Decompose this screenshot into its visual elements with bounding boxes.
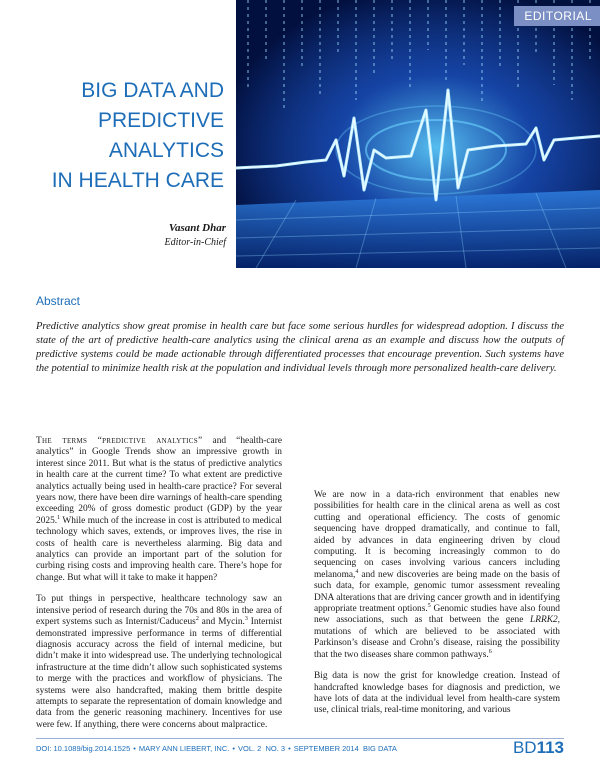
lead-in: The terms “predictive analytics” — [36, 436, 203, 446]
paragraph — [314, 490, 560, 661]
reference-marker[interactable]: 2 — [195, 615, 199, 622]
issue-date: SEPTEMBER 2014 — [293, 744, 359, 753]
volume: VOL. 2 — [237, 744, 262, 753]
paragraph — [36, 436, 282, 584]
doi-link[interactable]: DOI: 10.1089/big.2014.1525 — [36, 744, 131, 753]
bullet-separator: • — [232, 744, 235, 753]
author-block — [100, 222, 226, 248]
paragraph — [36, 594, 282, 731]
abstract-heading: Abstract — [36, 294, 81, 308]
paragraph-text: and Mycin. — [198, 617, 245, 628]
hero-image — [236, 0, 600, 268]
abstract-text: Predictive analytics show great promise in health care but face some serious hurdles for widespread adoption. I discuss the state of the art of predictive health-care analytics using the clinical arena as an example and discuss how the outputs of predictive systems could be made actionable through differentiated processes that encourage prevention. Such systems have the potential to minimize health risk at the population and individual levels through more personalized health-care delivery. — [36, 321, 564, 374]
publisher: MARY ANN LIEBERT, INC. — [138, 744, 230, 753]
reference-marker[interactable]: 6 — [488, 648, 492, 655]
bullet-separator: • — [288, 744, 291, 753]
editorial-badge: EDITORIAL — [514, 6, 600, 26]
title-line: PREDICTIVE — [97, 109, 224, 132]
title-line: ANALYTICS — [108, 139, 224, 162]
page-number — [513, 738, 564, 758]
reference-marker[interactable]: 5 — [427, 602, 431, 609]
body-column-right — [314, 444, 560, 727]
page-prefix: BD — [512, 738, 537, 757]
author-role: Editor-in-Chief — [164, 237, 226, 248]
reference-marker[interactable]: 1 — [57, 514, 61, 521]
title-line: BIG DATA AND — [81, 79, 224, 102]
paragraph-text: and “health-care analytics” in Google Trends show an impressive growth in interest since 2011. But what is the status of predictive analytics in health care at the current time? To what extent are predictive analytics actually being used in health-care practice? For several years now, there have been dire warnings of health-care spending exceeding 20% of gross domestic product (GDP) by the year 2025. — [36, 436, 282, 526]
issue: NO. 3 — [265, 744, 286, 753]
title-line: IN HEALTH CARE — [51, 169, 224, 192]
bullet-separator: • — [133, 744, 136, 753]
page-number-value: 113 — [536, 738, 564, 757]
paragraph-text: Genomic studies have also found new associations, such as that between the gene — [314, 604, 560, 626]
gene-name: LRRK2 — [530, 615, 558, 626]
article-title — [14, 76, 224, 196]
footer-citation — [36, 744, 397, 753]
paragraph-text: To put things in perspective, healthcare technology saw an intensive period of research during the 70s and 80s in the area of expert systems such as Internist/Caduceus — [36, 594, 282, 628]
paragraph-text: Internist demonstrated impressive performance in terms of differential diagnosis accuracy across the field of internal medicine, but didn’t make it into widespread use. The underlying technological infrastructure at the time didn’t allow such sophisticated systems to merge with the practices and workflow of physicians. The systems were also handcrafted, making them brittle despite attempts to separate the representation of domain knowledge and data from the generic reasoning machinery. Incentives for use were few. If anything, there were concerns about malpractice. — [36, 617, 283, 730]
paragraph-text: We are now in a data-rich environment that enables new possibilities for health care in the clinical arena as well as cost cutting and operational efficiency. The costs of genomic sequencing have dropped dramatically, and continue to fall, aided by advances in data engineering driven by cloud computing. It is becoming increasingly common to do sequencing on cases involving various cancers including melanoma, — [314, 490, 560, 580]
footer-divider — [36, 738, 564, 739]
body-column-left — [36, 436, 282, 741]
author-name: Vasant Dhar — [168, 222, 226, 234]
journal-name: BIG DATA — [362, 744, 397, 753]
paragraph-text: , mutations of which are believed to be associated with Parkinson’s disease and Crohn’s disease, raising the possibility that the two diseases share common pathways. — [314, 615, 560, 660]
paragraph — [314, 671, 560, 717]
paragraph-text: While much of the increase in cost is attributed to medical technology which saves, extends, or improves lives, the rise in costs of health care is nevertheless alarming. Big data and analytics can provide an important part of the solution for curbing rising costs and improving health care. There’s hope for change. But what will it take to make it happen? — [36, 515, 282, 583]
reference-marker[interactable]: 4 — [355, 568, 359, 575]
reference-marker[interactable]: 3 — [244, 615, 248, 622]
paragraph-text: Big data is now the grist for knowledge creation. Instead of handcrafted knowledge bases for diagnosis and prediction, we have lots of data at the individual level from health-care system use, clinical trials, real-time monitoring, and various — [314, 671, 560, 716]
data-heartbeat-illustration — [236, 0, 600, 268]
paragraph-text: and new discoveries are being made on the basis of such data, for example, genomic tumor assessment revealing DNA alterations that are driving cancer growth and in identifying appropriate treatment options. — [314, 569, 560, 615]
